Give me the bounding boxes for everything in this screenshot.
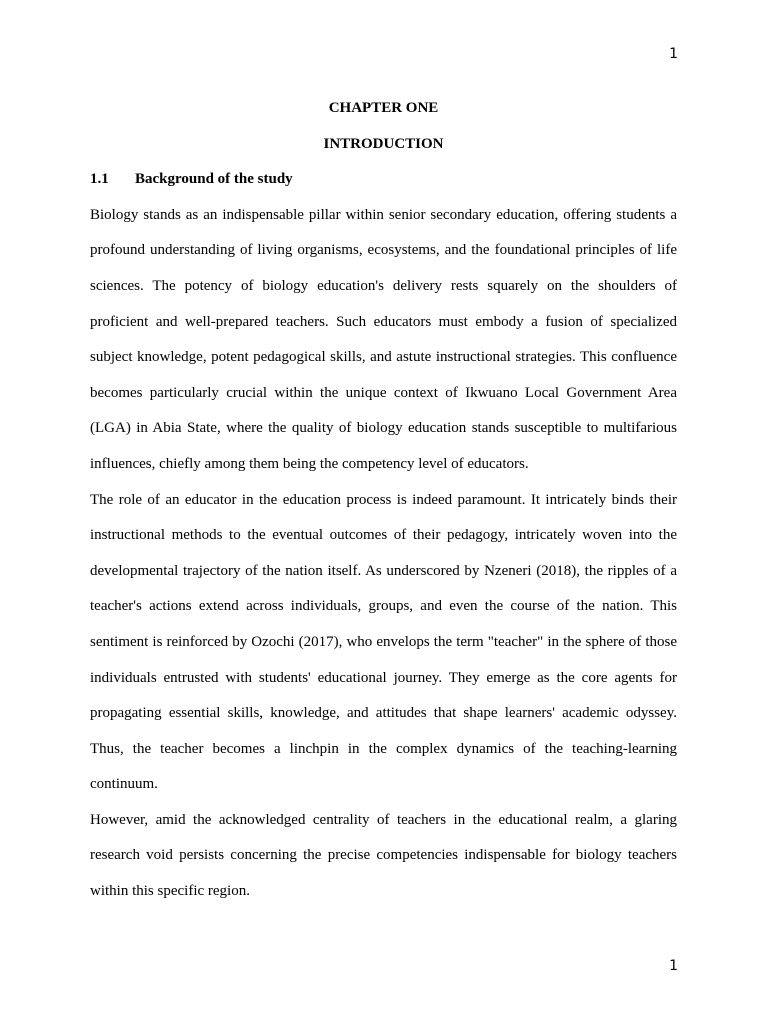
paragraph: Biology stands as an indispensable pillar within senior secondary education, offering students a profound understanding of living organisms, ecosystems, and the foundational principles of life sciences. The potency of biology education's delivery rests squarely on the shoulders of proficient and well-prepared teachers. Such educators must embody a fusion of specialized subject knowledge, potent pedagogical skills, and astute instructional strategies. This confluence becomes particularly crucial within the unique context of Ikwuano Local Government Area (LGA) in Abia State, where the quality of biology education stands susceptible to multifarious influences, chiefly among them being the competency level of educators. (90, 206, 677, 472)
paragraph: The role of an educator in the education process is indeed paramount. It intricately binds their instructional methods to the eventual outcomes of their pedagogy, intricately woven into the developmental trajectory of the nation itself. As underscored by Nzeneri (2018), the ripples of a teacher's actions extend across individuals, groups, and even the course of the nation. This sentiment is reinforced by Ozochi (2017), who envelops the term "teacher" in the sphere of those individuals entrusted with students' educational journey. They emerge as the core agents for propagating essential skills, knowledge, and attitudes that shape learners' academic odyssey. Thus, the teacher becomes a linchpin in the complex dynamics of the teaching-learning continuum. (90, 491, 677, 793)
page-number-top: 1 (669, 46, 678, 62)
page-number-bottom: 1 (669, 958, 678, 974)
section-number: 1.1 (90, 171, 109, 188)
document-body (90, 91, 677, 910)
paragraph: However, amid the acknowledged centrality of teachers in the educational realm, a glaring research void persists concerning the precise competencies indispensable for biology teachers within this specific region. (90, 811, 677, 900)
chapter-subtitle: INTRODUCTION (323, 135, 444, 152)
section-title: Background of the study (135, 171, 293, 188)
section-heading (90, 162, 677, 198)
chapter-title: CHAPTER ONE (328, 100, 439, 116)
